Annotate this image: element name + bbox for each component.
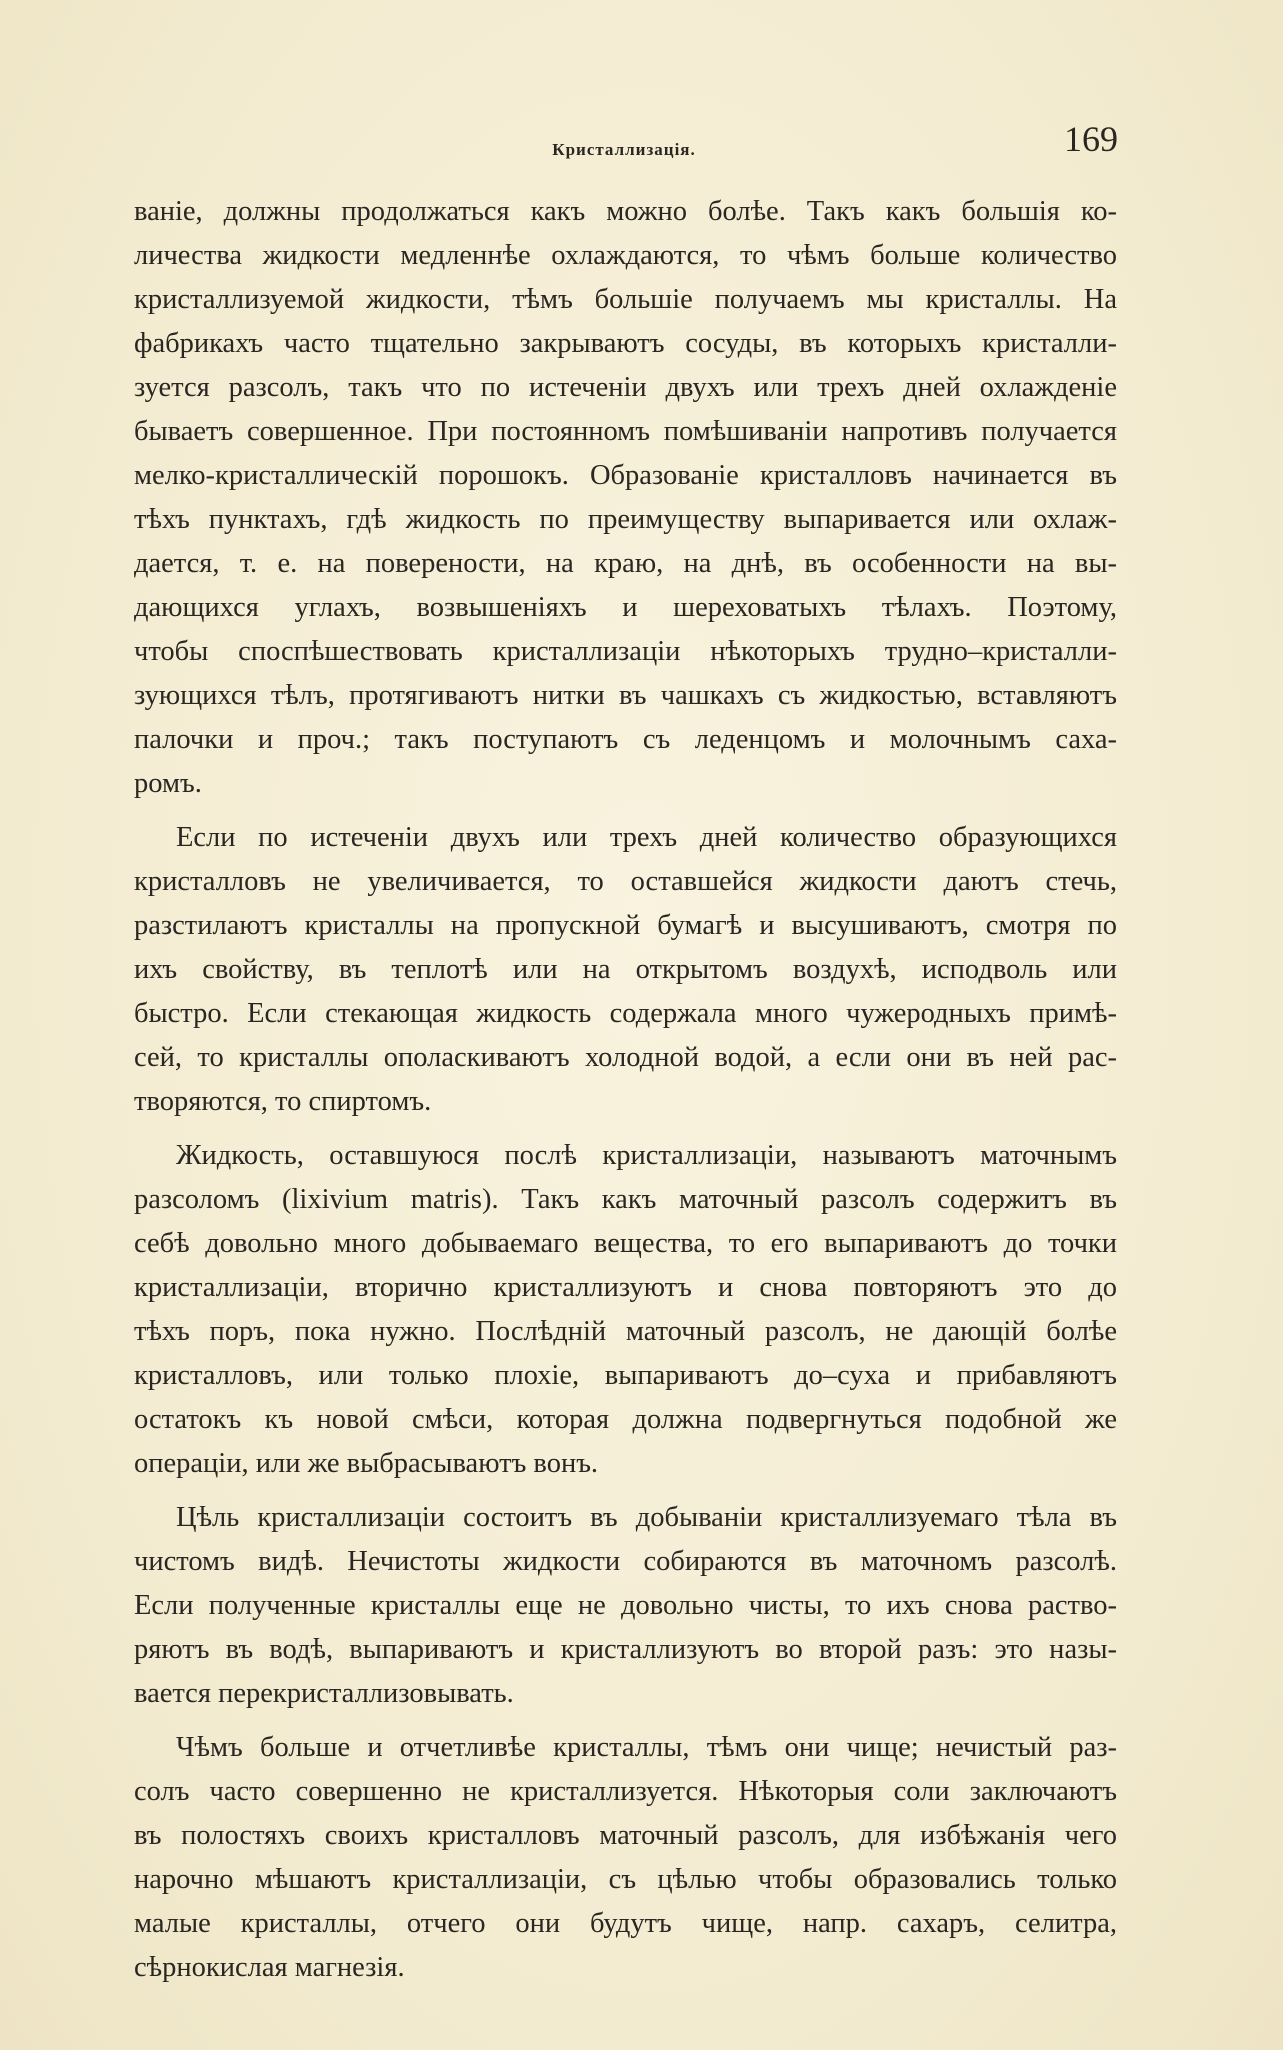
- text-line: нарочно мѣшаютъ кристаллизаціи, съ цѣлью чтобы образовались только: [134, 1864, 1117, 1895]
- text-line: быстро. Если стекающая жидкость содержала много чужеродныхъ примѣ-: [134, 998, 1117, 1029]
- text-line: себѣ довольно много добываемаго вещества, то его выпариваютъ до точки: [134, 1228, 1117, 1259]
- text-line: кристаллизаціи, вторично кристаллизуютъ и снова повторяютъ это до: [134, 1272, 1117, 1303]
- text-line: кристаллизуемой жидкости, тѣмъ большіе получаемъ мы кристаллы. На: [134, 284, 1117, 315]
- text-line: Если полученные кристаллы еще не довольно чисты, то ихъ снова раство-: [134, 1590, 1117, 1621]
- text-line: ряютъ въ водѣ, выпариваютъ и кристаллизуютъ во второй разъ: это назы-: [134, 1634, 1117, 1665]
- text-line: въ полостяхъ своихъ кристалловъ маточный разсолъ, для избѣжанія чего: [134, 1820, 1117, 1851]
- text-line: вается перекристаллизовывать.: [134, 1678, 514, 1709]
- text-line: зуется разсолъ, такъ что по истеченіи двухъ или трехъ дней охлажденіе: [134, 372, 1117, 403]
- text-line: фабрикахъ часто тщательно закрываютъ сосуды, въ которыхъ кристалли-: [134, 328, 1117, 359]
- text-line: Чѣмъ больше и отчетливѣе кристаллы, тѣмъ они чище; нечистый раз-: [176, 1732, 1117, 1763]
- text-line: малые кристаллы, отчего они будутъ чище, напр. сахаръ, селитра,: [134, 1908, 1117, 1939]
- text-line: дающихся углахъ, возвышеніяхъ и шереховатыхъ тѣлахъ. Поэтому,: [134, 592, 1117, 623]
- paragraph-2: [134, 816, 1117, 1124]
- text-line: кристалловъ не увеличивается, то оставшейся жидкости даютъ стечь,: [134, 866, 1117, 897]
- text-line: операціи, или же выбрасываютъ вонъ.: [134, 1448, 599, 1479]
- text-line: разсоломъ (lixivium matris). Такъ какъ маточный разсолъ содержитъ въ: [134, 1184, 1117, 1215]
- text-line: кристалловъ, или только плохіе, выпариваютъ до–суха и прибавляютъ: [134, 1360, 1117, 1391]
- text-line: Если по истеченіи двухъ или трехъ дней количество образующихся: [176, 822, 1117, 853]
- paragraph-3: [134, 1134, 1117, 1486]
- text-line: тѣхъ пунктахъ, гдѣ жидкость по преимуществу выпаривается или охлаж-: [134, 504, 1117, 535]
- text-line: бываетъ совершенное. При постоянномъ помѣшиваніи напротивъ получается: [134, 416, 1117, 447]
- text-line: мелко-кристаллическій порошокъ. Образованіе кристалловъ начинается въ: [134, 460, 1117, 491]
- paragraph-5: [134, 1726, 1117, 1990]
- text-line: чистомъ видѣ. Нечистоты жидкости собираются въ маточномъ разсолѣ.: [134, 1546, 1117, 1577]
- page-number: 169: [1064, 119, 1118, 159]
- running-title: Кристаллизація.: [552, 140, 696, 159]
- text-line: дается, т. е. на поверености, на краю, на днѣ, въ особенности на вы-: [134, 548, 1117, 579]
- text-line: личества жидкости медленнѣе охлаждаются, то чѣмъ больше количество: [134, 240, 1117, 271]
- text-line: творяются, то спиртомъ.: [134, 1086, 432, 1117]
- text-line: ромъ.: [134, 768, 202, 799]
- text-line: ваніе, должны продолжаться какъ можно болѣе. Такъ какъ большія ко-: [134, 196, 1117, 227]
- text-line: палочки и проч.; такъ поступаютъ съ леденцомъ и молочнымъ саха-: [134, 724, 1117, 755]
- text-line: тѣхъ поръ, пока нужно. Послѣдній маточный разсолъ, не дающій болѣе: [134, 1316, 1117, 1347]
- text-line: сѣрнокислая магнезія.: [134, 1952, 405, 1983]
- text-line: остатокъ къ новой смѣси, которая должна подвергнуться подобной же: [134, 1404, 1117, 1435]
- text-line: солъ часто совершенно не кристаллизуется. Нѣкоторыя соли заключаютъ: [134, 1776, 1117, 1807]
- paragraph-4: [134, 1496, 1117, 1716]
- text-line: Жидкость, оставшуюся послѣ кристаллизаціи, называютъ маточнымъ: [176, 1140, 1117, 1171]
- body-text: [134, 190, 1117, 1990]
- text-line: Цѣль кристаллизаціи состоитъ въ добываніи кристаллизуемаго тѣла въ: [176, 1502, 1117, 1533]
- text-line: ихъ свойству, въ теплотѣ или на открытомъ воздухѣ, исподволь или: [134, 954, 1117, 985]
- paragraph-1: [134, 190, 1117, 806]
- text-line: сей, то кристаллы ополаскиваютъ холодной водой, а если они въ ней рас-: [134, 1042, 1117, 1073]
- text-line: зующихся тѣлъ, протягиваютъ нитки въ чашкахъ съ жидкостью, вставляютъ: [134, 680, 1117, 711]
- text-line: чтобы споспѣшествовать кристаллизаціи нѣкоторыхъ трудно–кристалли-: [134, 636, 1117, 667]
- page-header: [130, 118, 1118, 168]
- text-line: разстилаютъ кристаллы на пропускной бумагѣ и высушиваютъ, смотря по: [134, 910, 1117, 941]
